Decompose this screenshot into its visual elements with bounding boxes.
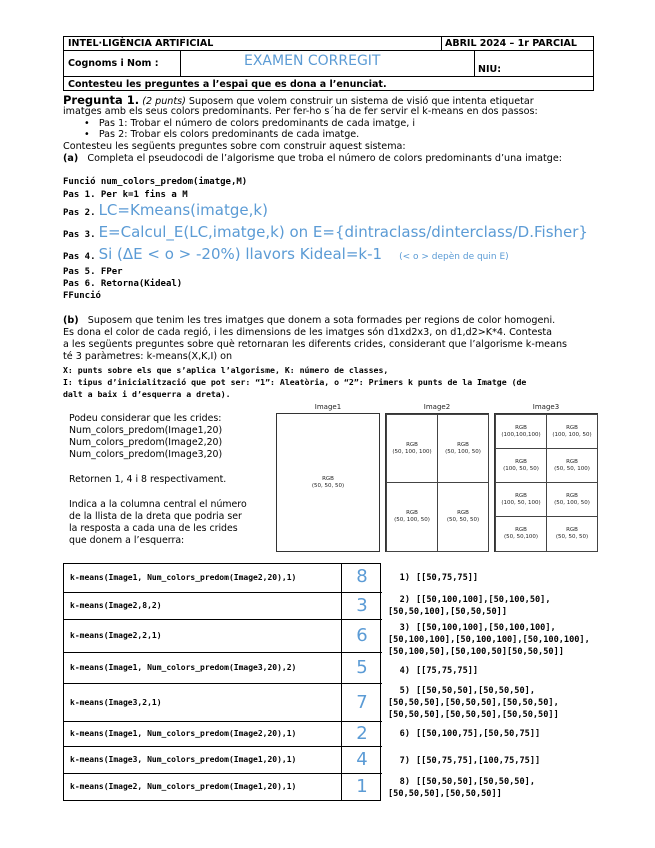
option-3: [388, 622, 590, 658]
table-row: [64, 593, 382, 620]
option-2: [388, 594, 551, 618]
pseudo-end: FFunció: [63, 291, 101, 301]
question-points: (2 punts): [142, 96, 186, 107]
image3-region: RGB (50, 50, 50): [546, 516, 598, 552]
option-text: [50,100,100],[50,100,100],[50,100,100],: [388, 635, 590, 645]
option-6: [388, 728, 540, 740]
answer-number: 1: [356, 776, 368, 797]
image2-region: RGB (50, 100, 50): [386, 482, 438, 552]
pas4-note: (< o > depèn de quin E): [399, 252, 509, 262]
call-text: k-means(Image1, Num_colors_predom(Image2,20),1): [70, 729, 297, 738]
exam-header: [63, 36, 594, 91]
pas4-answer: Si (ΔE < o > -20%) llavors Kideal=k-1: [98, 245, 383, 263]
left-note-6: Indica a la columna central el número: [69, 499, 247, 510]
exam-date: ABRIL 2024 – 1r PARCIAL: [445, 38, 577, 49]
answer-number: 5: [356, 657, 368, 678]
table-row: [64, 774, 382, 800]
part-b-line-4: té 3 paràmetres: k-means(X,K,I) on: [63, 351, 233, 362]
call-text: k-means(Image2, Num_colors_predom(Image1,20),1): [70, 782, 297, 791]
option-8: [388, 776, 535, 800]
image3-region: RGB (50, 50, 100): [546, 448, 598, 483]
image3-title: Image3: [532, 403, 560, 411]
part-b-text: Suposem que tenim les tres imatges que donem a sota formades per regions de color homogeni.: [87, 315, 556, 326]
left-note-8: la resposta a cada una de les crides: [69, 523, 238, 534]
option-text: [50,50,50],[50,50,50]]: [388, 789, 502, 799]
step-2: • Pas 2: Trobar els colors predominants de cada imatge.: [84, 129, 360, 140]
image1-title: Image1: [314, 403, 342, 411]
left-note-4: Num_colors_predom(Image3,20): [69, 449, 223, 460]
option-number: 6): [399, 729, 410, 739]
option-text: [[50,50,50],[50,50,50],: [416, 777, 535, 787]
call-text: k-means(Image1, Num_colors_predom(Image2,20),1): [70, 573, 297, 582]
header-row-1: [64, 37, 593, 51]
image3-region: RGB (100,100,100): [495, 414, 547, 449]
option-number: 8): [399, 777, 410, 787]
image3-region: RGB (50, 50,100): [495, 516, 547, 552]
left-note-5: Retornen 1, 4 i 8 respectivament.: [69, 474, 227, 485]
divider: [441, 37, 442, 51]
option-number: 3): [399, 623, 410, 633]
call-text: k-means(Image3, Num_colors_predom(Image1,20),1): [70, 755, 297, 764]
answer-number: 8: [356, 566, 368, 587]
image2-region: RGB (50, 100, 100): [386, 414, 438, 483]
part-b-label: (b): [63, 315, 79, 326]
left-note-2: Num_colors_predom(Image1,20): [69, 425, 223, 436]
left-note-7: de la llista de la dreta que podria ser: [69, 511, 242, 522]
answer-number: 3: [356, 595, 368, 616]
call-text: k-means(Image3,2,1): [70, 698, 162, 707]
left-note-3: Num_colors_predom(Image2,20): [69, 437, 223, 448]
option-text: [[50,50,50],[50,50,50],: [416, 686, 535, 696]
call-text: k-means(Image2,8,2): [70, 601, 162, 610]
option-4: [388, 665, 478, 677]
option-5: [388, 685, 559, 721]
image1-region: RGB (50, 50, 50): [311, 475, 345, 489]
image2-region: RGB (50, 50, 50): [437, 482, 489, 552]
pseudo-pas4-line: [63, 245, 509, 263]
intro-line: Contesteu les següents preguntes sobre com construir aquest sistema:: [63, 141, 406, 152]
header-row-2: [64, 51, 593, 77]
option-1: [388, 572, 478, 584]
part-b-param-x: X: punts sobre els que s’aplica l’algorisme, K: número de classes,: [63, 365, 389, 375]
option-text: [50,50,50],[50,50,50],[50,50,50],: [388, 698, 559, 708]
part-a-label: (a): [63, 153, 79, 164]
pseudo-pas4: Pas 4.: [63, 252, 96, 262]
option-number: 1): [399, 573, 410, 583]
option-text: [[50,100,75],[50,50,75]]: [416, 729, 541, 739]
option-text: [[50,100,100],[50,100,50],: [416, 595, 551, 605]
divider: [180, 51, 181, 77]
pseudo-pas5: Pas 5. FPer: [63, 267, 123, 277]
image1: [276, 413, 380, 552]
table-row: [64, 620, 382, 653]
answer-number: 6: [356, 625, 368, 646]
option-number: 4): [399, 666, 410, 676]
image2-title: Image2: [423, 403, 451, 411]
question-intro: Suposem que volem construir un sistema de visió que intenta etiquetar: [188, 96, 534, 107]
image3-region: RGB (100, 50, 100): [495, 482, 547, 517]
intro-line: imatges amb els seus colors predominants. Per fer-ho s´ha de fer servir el k-means en dos passos:: [63, 106, 538, 117]
step-1-text: Pas 1: Trobar el número de colors predominants de cada imatge, i: [98, 118, 416, 129]
option-7: [388, 755, 540, 767]
subject-title: INTEL·LIGÈNCIA ARTIFICIAL: [68, 38, 214, 49]
answer-number: 2: [356, 723, 368, 744]
option-text: [[50,75,75]]: [416, 573, 479, 583]
option-text: [50,100,50],[50,100,50][50,50,50]]: [388, 647, 564, 657]
pseudo-pas2: Pas 2.: [63, 208, 96, 218]
pas2-answer: LC=Kmeans(imatge,k): [98, 201, 268, 219]
part-b-param-i-cont: dalt a baix i d’esquerra a dreta).: [63, 389, 231, 399]
pseudo-pas3-line: [63, 223, 588, 241]
option-text: [50,50,100],[50,50,50]]: [388, 607, 507, 617]
option-number: 5): [399, 686, 410, 696]
image3: [494, 413, 598, 552]
table-row: [64, 653, 382, 684]
option-text: [[75,75,75]]: [416, 666, 479, 676]
option-number: 2): [399, 595, 410, 605]
image2: [385, 413, 489, 552]
answer-number: 7: [356, 692, 368, 713]
niu-label: NIU:: [478, 64, 501, 75]
pseudo-pas1: Pas 1. Per k=1 fins a M: [63, 190, 188, 200]
part-b-line-3: a les següents preguntes sobre què retornaran les diferents crides, considerant que l’algorisme k-means: [63, 339, 568, 350]
table-row: [64, 747, 382, 774]
option-text: [[50,75,75],[100,75,75]]: [416, 756, 541, 766]
pas3-answer: E=Calcul_E(LC,imatge,k) on E={dintraclass/dinterclass/D.Fisher}: [98, 223, 588, 241]
part-b-line-1: [63, 315, 555, 327]
call-text: k-means(Image2,2,1): [70, 631, 162, 640]
table-row: [64, 722, 382, 747]
table-row: [64, 564, 382, 593]
step-1: • Pas 1: Trobar el número de colors predominants de cada imatge, i: [84, 118, 416, 129]
pseudo-func: Funció num_colors_predom(imatge,M): [63, 177, 248, 187]
option-text: [50,50,50],[50,50,50],[50,50,50]]: [388, 710, 559, 720]
name-label: Cognoms i Nom :: [68, 58, 159, 69]
step-2-text: Pas 2: Trobar els colors predominants de cada imatge.: [98, 129, 360, 140]
instructions: Contesteu les preguntes a l’espai que es dona a l’enunciat.: [68, 79, 387, 90]
part-a: [63, 153, 562, 165]
image3-region: RGB (100, 50, 50): [495, 448, 547, 483]
pseudo-pas6: Pas 6. Retorna(Kideal): [63, 279, 183, 289]
divider: [474, 51, 475, 77]
image3-region: RGB (100, 100, 50): [546, 414, 598, 449]
pseudo-pas3: Pas 3.: [63, 230, 96, 240]
answer-number: 4: [356, 749, 368, 770]
image3-region: RGB (50, 100, 50): [546, 482, 598, 517]
left-note-9: que donem a l’esquerra:: [69, 535, 185, 546]
call-text: k-means(Image1, Num_colors_predom(Image3,20),2): [70, 663, 297, 672]
answer-table: [63, 563, 381, 801]
image2-region: RGB (50, 100, 50): [437, 414, 489, 483]
part-b-line-2: Es dona el color de cada regió, i les dimensions de les imatges són d1xd2x3, on d1,d2>K*4. Contesta: [63, 327, 553, 338]
option-number: 7): [399, 756, 410, 766]
pseudo-pas2-line: [63, 201, 268, 219]
part-b-param-i: I: tipus d’inicialització que pot ser: “1”: Aleatòria, o “2”: Primers k punts de la Imatge (de: [63, 377, 527, 387]
question-title: Pregunta 1.: [63, 93, 140, 107]
table-row: [64, 684, 382, 722]
corrected-stamp: EXAMEN CORREGIT: [244, 53, 381, 69]
left-note-1: Podeu considerar que les crides:: [69, 413, 222, 424]
part-a-text: Completa el pseudocodi de l’algorisme que troba el número de colors predominants d’una imatge:: [87, 153, 562, 164]
option-text: [[50,100,100],[50,100,100],: [416, 623, 556, 633]
